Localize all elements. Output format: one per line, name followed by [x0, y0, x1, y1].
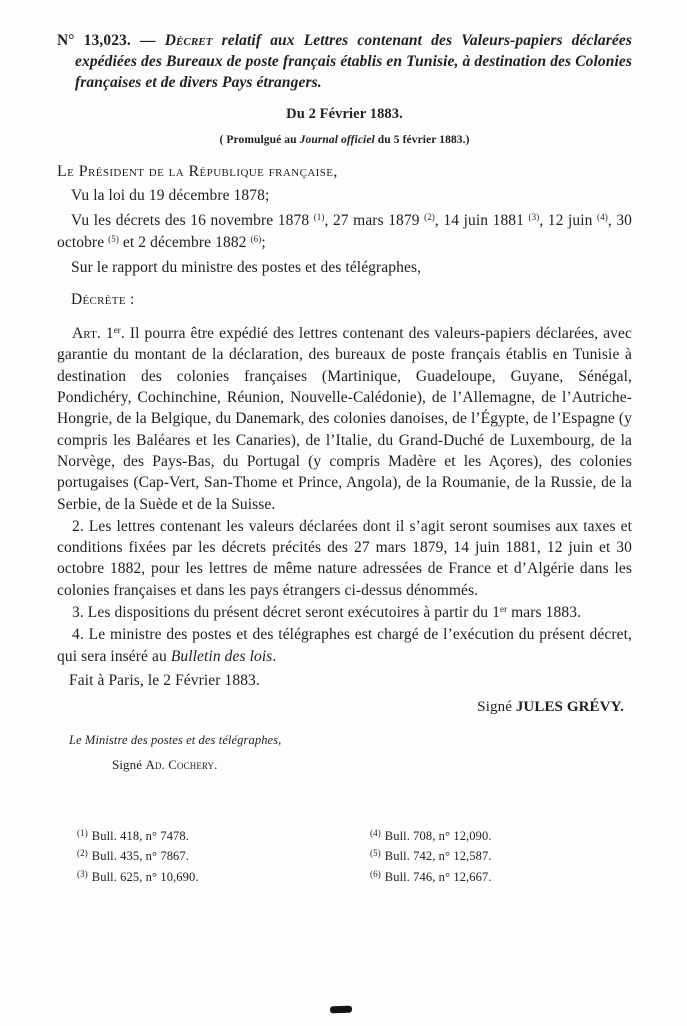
decree-heading	[57, 30, 632, 93]
vu-decrets-segment: ;	[261, 233, 266, 251]
footnote	[370, 845, 632, 866]
article-3-text: 3. Les dispositions du présent décret seront exécutoires à partir du 1	[72, 604, 500, 622]
footnote-text: Bull. 435, n° 7867.	[91, 849, 189, 864]
article-1	[57, 323, 632, 515]
bulletin-des-lois-title: Bulletin des lois	[170, 647, 273, 665]
footnote-text: Bull. 708, n° 12,090.	[384, 828, 492, 843]
vu-decrets-segment: , 12 juin	[539, 212, 598, 230]
footnote-ref: (3)	[528, 212, 540, 223]
vu-decrets-segment: et 2 décembre 1882	[118, 233, 251, 251]
vu-decrets-line	[57, 210, 632, 253]
footnote-marker: (6)	[370, 868, 381, 879]
footnotes-right-column	[370, 825, 632, 887]
decrete-line: Décrète :	[71, 291, 135, 309]
vu-decrets-segment: Vu les décrets des 16 novembre 1878	[71, 212, 314, 230]
signature-grevy	[57, 699, 632, 716]
footnote-ref: (4)	[597, 212, 608, 223]
vu-decrets-segment: , 30 octobre	[57, 212, 632, 251]
article-4-text: 4. Le ministre des postes et des télégraphes est chargé de l’exécution du présent décret, qui sera inséré au	[57, 626, 632, 665]
promulgation-prefix: ( Promulgué au	[219, 134, 300, 146]
footnote-marker: (3)	[77, 868, 88, 879]
footnote	[77, 866, 370, 887]
footnote-ref: (6)	[250, 233, 262, 244]
signature-prefix: Signé	[477, 698, 516, 715]
footnote-ref: (1)	[313, 212, 325, 223]
journal-officiel-title: Journal officiel	[299, 134, 375, 146]
article-3-text-end: mars 1883.	[507, 604, 582, 622]
vu-decrets-segment: , 27 mars 1879	[324, 212, 425, 230]
heading-dash: —	[130, 32, 165, 49]
decree-title: relatif aux Lettres contenant des Valeurs-papiers déclarées expédiées des Bureaux de poste français établis en Tunisie, à destination des Colonies françaises et de divers Pays étrangers.	[75, 32, 632, 91]
footnote	[370, 825, 632, 846]
article-1-ordinal: er	[113, 325, 121, 336]
footnote-ref: (5)	[108, 233, 119, 244]
article-1-label: Art. 1	[72, 325, 114, 343]
footnote-text: Bull. 625, n° 10,690.	[91, 869, 199, 884]
footnote	[370, 866, 632, 887]
signature-prefix: Signé	[112, 756, 146, 772]
minister-title-line: Le Ministre des postes et des télégraphes,	[69, 732, 282, 747]
footnote-text: Bull. 746, n° 12,667.	[384, 869, 492, 884]
rapport-line: Sur le rapport du ministre des postes et des télégraphes,	[71, 258, 422, 276]
article-3-ordinal: er	[499, 604, 508, 615]
decree-date: Du 2 Février 1883.	[286, 106, 403, 122]
president-line: Le Président de la République française,	[57, 163, 338, 180]
grevy-name: JULES GRÉVY.	[515, 698, 624, 715]
signature-cochery	[112, 757, 632, 773]
decree-word: Décret	[164, 32, 213, 49]
footnote-marker: (1)	[77, 827, 88, 838]
decree-number: N° 13,023.	[57, 32, 131, 49]
vu-loi-line: Vu la loi du 19 décembre 1878;	[71, 187, 270, 204]
footnote	[77, 845, 370, 866]
vu-decrets-segment: , 14 juin 1881	[434, 212, 529, 230]
footnote-marker: (4)	[370, 827, 381, 838]
promulgation-suffix: du 5 février 1883.)	[374, 134, 470, 146]
footnote	[77, 825, 370, 846]
footnotes	[57, 825, 632, 887]
footnotes-left-column	[57, 825, 370, 887]
article-3	[57, 602, 632, 623]
article-1-text: . Il pourra être expédié des lettres contenant des valeurs-papiers déclarées, avec garantie du montant de la déclaration, des bureaux de poste français établis en Tunisie à destination des colonies françaises (Martinique, Guadeloupe, Guyane, Sénégal, Pondichéry, Cochinchine, Réunion, Nouvelle-Calédonie), de l’Allemagne, de l’Autriche-Hongrie, de la Belgique, du Danemark, des colonies danoises, de l’Égypte, de l’Espagne (y compris les Baléares et les Canaries), de l’Italie, du Grand-Duché de Luxembourg, de la Norvège, des Pays-Bas, du Portugal (y compris Madère et les Açores), des colonies portugaises (Cap-Vert, San-Thome et Prince, Angola), de la Roumanie, de la Russie, de la Serbie, de la Suède et de la Suisse.	[57, 325, 632, 513]
promulgation-line	[57, 134, 632, 146]
article-2: 2. Les lettres contenant les valeurs déclarées dont il s’agit seront soumises aux taxes et conditions fixées par les décrets précités des 27 mars 1879, 14 juin 1881, 12 juin et 30 octobre 1882, pour les lettres de même nature adressées de France et d’Algérie dans les colonies françaises et dans les pays étrangers ci-dessus dénommés.	[57, 517, 632, 599]
ink-blot-artifact	[330, 1006, 352, 1014]
article-4	[57, 624, 632, 667]
footnote-marker: (2)	[77, 848, 88, 859]
footnote-marker: (5)	[370, 848, 381, 859]
article-4-text-end: .	[272, 647, 277, 665]
cochery-name: Ad. Cochery.	[145, 756, 218, 772]
fait-a-paris-line: Fait à Paris, le 2 Février 1883.	[69, 671, 260, 689]
footnote-ref: (2)	[424, 212, 435, 223]
footnote-text: Bull. 418, n° 7478.	[91, 828, 189, 843]
footnote-text: Bull. 742, n° 12,587.	[384, 849, 492, 864]
